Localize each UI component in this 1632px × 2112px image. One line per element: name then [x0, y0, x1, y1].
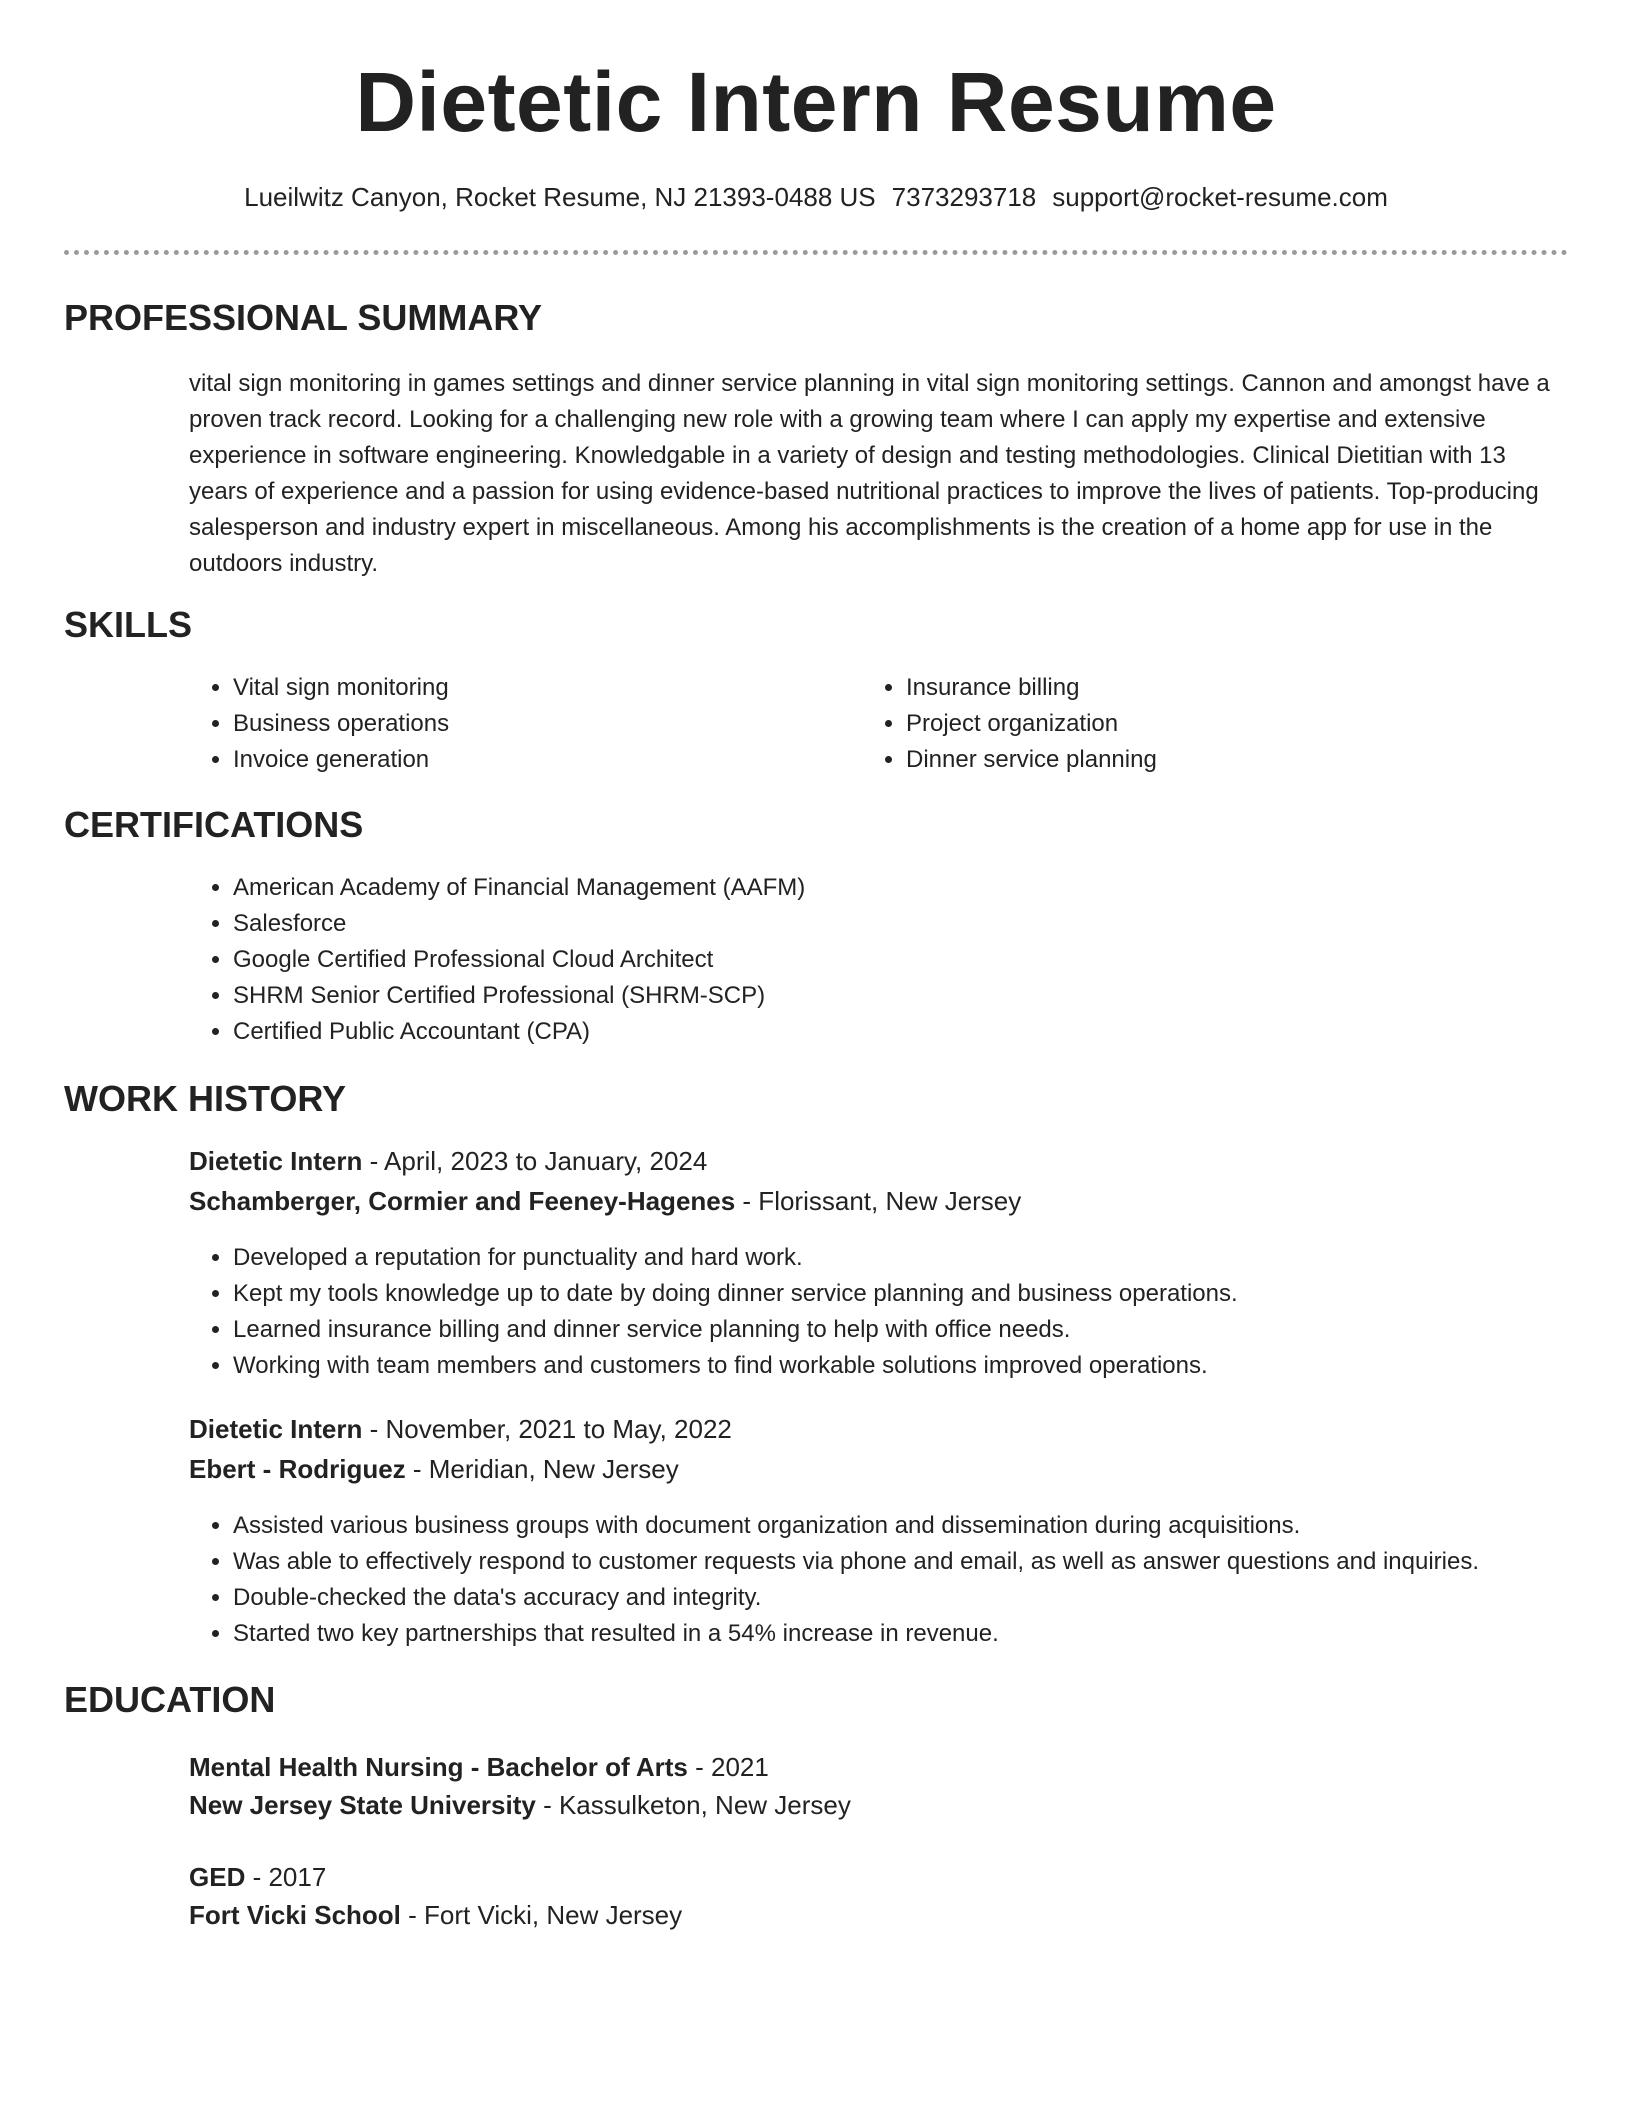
job-bullet: • Learned insurance billing and dinner service planning to help with office needs.	[233, 1312, 1613, 1348]
summary-heading: PROFESSIONAL SUMMARY	[64, 297, 543, 338]
summary-text: vital sign monitoring in games settings and dinner service planning in vital sign monitoring settings. Cannon and amongst have a proven track record. Looking for a challenging new role with a growing team where I can apply my expertise and extensive experience in software engineering. Knowledgable in a variety of design and testing methodologies. Clinical Dietitian with 13 years of experience and a passion for using evidence-based nutritional practices to improve the lives of patients. Top-producing salesperson and industry expert in miscellaneous. Among his accomplishments is the creation of a home app for use in the outdoors industry.	[189, 370, 1550, 577]
job-bullets	[189, 1508, 1613, 1652]
certification-item: • Certified Public Accountant (CPA)	[233, 1014, 1533, 1050]
skill-item: • Project organization	[906, 706, 1546, 742]
header-divider	[64, 250, 1568, 255]
skills-list-left	[189, 670, 873, 778]
skill-item: • Vital sign monitoring	[233, 670, 873, 706]
job-bullets	[189, 1240, 1613, 1384]
education-school-line	[189, 1785, 851, 1825]
education-degree-line	[189, 1747, 769, 1787]
skills-list-right	[862, 670, 1546, 778]
skill-item: • Business operations	[233, 706, 873, 742]
education-school-line	[189, 1895, 682, 1935]
job-bullet: • Was able to effectively respond to customer requests via phone and email, as well as answer questions and inquiries.	[233, 1544, 1613, 1580]
education-school: New Jersey State University	[189, 1790, 536, 1820]
certifications-heading: CERTIFICATIONS	[64, 804, 364, 845]
resume-title: Dietetic Intern Resume	[355, 55, 1277, 149]
certification-item: • Salesforce	[233, 906, 1533, 942]
education-degree: GED	[189, 1862, 246, 1892]
education-location: - Kassulketon, New Jersey	[535, 1790, 851, 1820]
education-location: - Fort Vicki, New Jersey	[400, 1900, 683, 1930]
job-title: Dietetic Intern	[189, 1146, 363, 1176]
education-year: - 2017	[245, 1862, 327, 1892]
skill-item: • Insurance billing	[906, 670, 1546, 706]
job-company: Ebert - Rodriguez	[189, 1454, 406, 1484]
job-bullet: • Double-checked the data's accuracy and integrity.	[233, 1580, 1613, 1616]
skill-item: • Invoice generation	[233, 742, 873, 778]
job-bullet: • Working with team members and customers to find workable solutions improved operations.	[233, 1348, 1613, 1384]
certification-item: • SHRM Senior Certified Professional (SHRM-SCP)	[233, 978, 1533, 1014]
education-degree: Mental Health Nursing - Bachelor of Arts	[189, 1752, 688, 1782]
education-degree-line	[189, 1857, 326, 1897]
job-location: - Meridian, New Jersey	[405, 1454, 679, 1484]
job-company: Schamberger, Cormier and Feeney-Hagenes	[189, 1186, 736, 1216]
job-location: - Florissant, New Jersey	[735, 1186, 1022, 1216]
job-dates: - April, 2023 to January, 2024	[362, 1146, 708, 1176]
certification-item: • American Academy of Financial Management (AAFM)	[233, 870, 1533, 906]
job-bullet: • Kept my tools knowledge up to date by doing dinner service planning and business operations.	[233, 1276, 1613, 1312]
job-title: Dietetic Intern	[189, 1414, 363, 1444]
job-title-line	[189, 1141, 707, 1181]
job-dates: - November, 2021 to May, 2022	[362, 1414, 732, 1444]
education-school: Fort Vicki School	[189, 1900, 401, 1930]
skills-heading: SKILLS	[64, 604, 193, 645]
work-heading: WORK HISTORY	[64, 1078, 347, 1119]
skill-item: • Dinner service planning	[906, 742, 1546, 778]
job-company-line	[189, 1181, 1021, 1221]
job-bullet: • Developed a reputation for punctuality and hard work.	[233, 1240, 1613, 1276]
job-company-line	[189, 1449, 679, 1489]
job-bullet: • Assisted various business groups with document organization and dissemination during acquisitions.	[233, 1508, 1613, 1544]
contact-address: Lueilwitz Canyon, Rocket Resume, NJ 21393-0488 US	[244, 182, 876, 212]
job-title-line	[189, 1409, 732, 1449]
contact-phone: 7373293718	[891, 182, 1037, 212]
education-year: - 2021	[687, 1752, 769, 1782]
education-heading: EDUCATION	[64, 1679, 276, 1720]
certification-item: • Google Certified Professional Cloud Architect	[233, 942, 1533, 978]
job-bullet: • Started two key partnerships that resulted in a 54% increase in revenue.	[233, 1616, 1613, 1652]
contact-email: support@rocket-resume.com	[1052, 182, 1388, 212]
contact-line	[0, 180, 1632, 214]
certifications-list	[189, 870, 1533, 1050]
